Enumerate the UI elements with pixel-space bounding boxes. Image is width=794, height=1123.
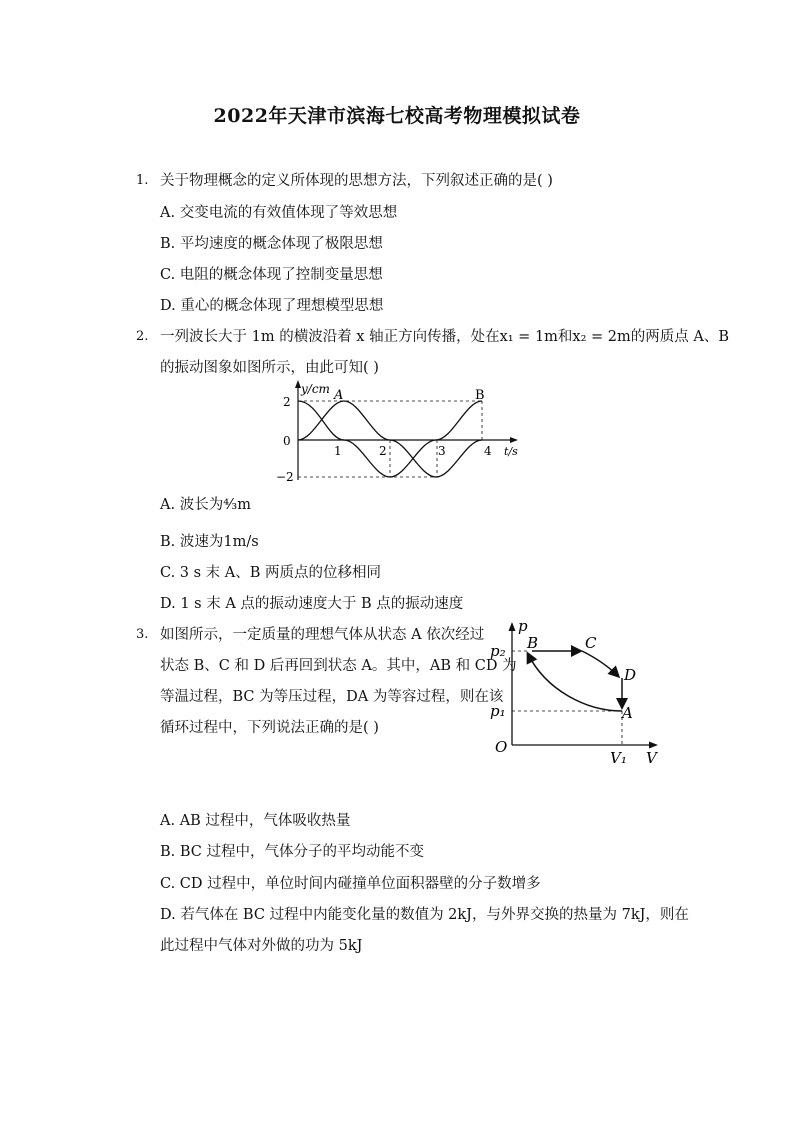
exam-title: 2022年天津市滨海七校高考物理模拟试卷 bbox=[213, 105, 581, 127]
graph-xtick-1: 1 bbox=[334, 444, 342, 458]
question-1-option-b: B. 平均速度的概念体现了极限思想 bbox=[160, 236, 383, 252]
graph-ytick-neg2: −2 bbox=[276, 470, 294, 484]
pv-v1: V₁ bbox=[610, 749, 627, 767]
pv-diagram bbox=[486, 618, 666, 768]
graph-ytick-2: 2 bbox=[283, 395, 291, 409]
question-3-number: 3. bbox=[136, 627, 149, 642]
graph-xtick-3: 3 bbox=[438, 444, 446, 458]
pv-point-c: C bbox=[585, 634, 597, 652]
pv-axis-p: p bbox=[518, 618, 528, 635]
question-2-option-a: A. 波长为⁴⁄₃m bbox=[160, 497, 251, 513]
question-2-stem-line-2: 的振动图象如图所示，由此可知( ) bbox=[160, 360, 379, 376]
question-3-option-d-line-2: 此过程中气体对外做的功为 5kJ bbox=[160, 938, 363, 954]
graph-xtick-2: 2 bbox=[379, 444, 387, 458]
question-3-stem-line-1: 如图所示，一定质量的理想气体从状态 A 依次经过 bbox=[160, 627, 485, 643]
question-3-stem-line-4: 循环过程中，下列说法正确的是( ) bbox=[160, 720, 379, 736]
question-2-stem-line-1: 一列波长大于 1m 的横波沿着 x 轴正方向传播，处在x₁ = 1m和x₂ = 2m的两质点 A、B bbox=[160, 329, 729, 345]
question-2-number: 2. bbox=[136, 329, 149, 344]
process-cd bbox=[582, 651, 618, 676]
pv-point-b: B bbox=[527, 634, 539, 652]
question-3-option-d-line-1: D. 若气体在 BC 过程中内能变化量的数值为 2kJ，与外界交换的热量为 7kJ，则在 bbox=[160, 907, 689, 923]
graph-xlabel: t/s bbox=[504, 445, 518, 458]
graph-label-b: B bbox=[475, 388, 485, 403]
question-3-option-b: B. BC 过程中，气体分子的平均动能不变 bbox=[160, 844, 425, 860]
question-3-stem-line-3: 等温过程，BC 为等压过程，DA 为等容过程，则在该 bbox=[160, 689, 504, 705]
graph-ytick-0: 0 bbox=[283, 434, 291, 448]
graph-label-a: A bbox=[334, 388, 344, 403]
question-1-option-a: A. 交变电流的有效值体现了等效思想 bbox=[160, 205, 398, 221]
question-1-option-d: D. 重心的概念体现了理想模型思想 bbox=[160, 298, 384, 314]
pv-p2: p₂ bbox=[490, 642, 506, 660]
process-ab bbox=[528, 654, 622, 711]
graph-ylabel: y/cm bbox=[301, 382, 330, 396]
pv-p1: p₁ bbox=[490, 702, 506, 720]
question-1-number: 1. bbox=[136, 173, 149, 188]
question-3-option-a: A. AB 过程中，气体吸收热量 bbox=[160, 813, 351, 829]
question-3-option-c: C. CD 过程中，单位时间内碰撞单位面积器壁的分子数增多 bbox=[160, 876, 541, 892]
pv-origin: O bbox=[495, 738, 508, 756]
vibration-graph bbox=[270, 380, 530, 486]
pv-point-a: A bbox=[622, 704, 633, 722]
question-1-stem: 关于物理概念的定义所体现的思想方法，下列叙述正确的是( ) bbox=[160, 173, 553, 189]
question-3-stem-line-2: 状态 B、C 和 D 后再回到状态 A。其中，AB 和 CD 为 bbox=[160, 658, 517, 674]
question-2-option-c: C. 3 s 末 A、B 两质点的位移相同 bbox=[160, 565, 382, 581]
question-1-option-c: C. 电阻的概念体现了控制变量思想 bbox=[160, 267, 383, 283]
question-2-option-b: B. 波速为1m/s bbox=[160, 534, 259, 550]
question-2-option-d: D. 1 s 末 A 点的振动速度大于 B 点的振动速度 bbox=[160, 596, 464, 612]
pv-axis-v: V bbox=[646, 749, 657, 767]
pv-point-d: D bbox=[624, 666, 637, 684]
graph-xtick-4: 4 bbox=[484, 444, 492, 458]
